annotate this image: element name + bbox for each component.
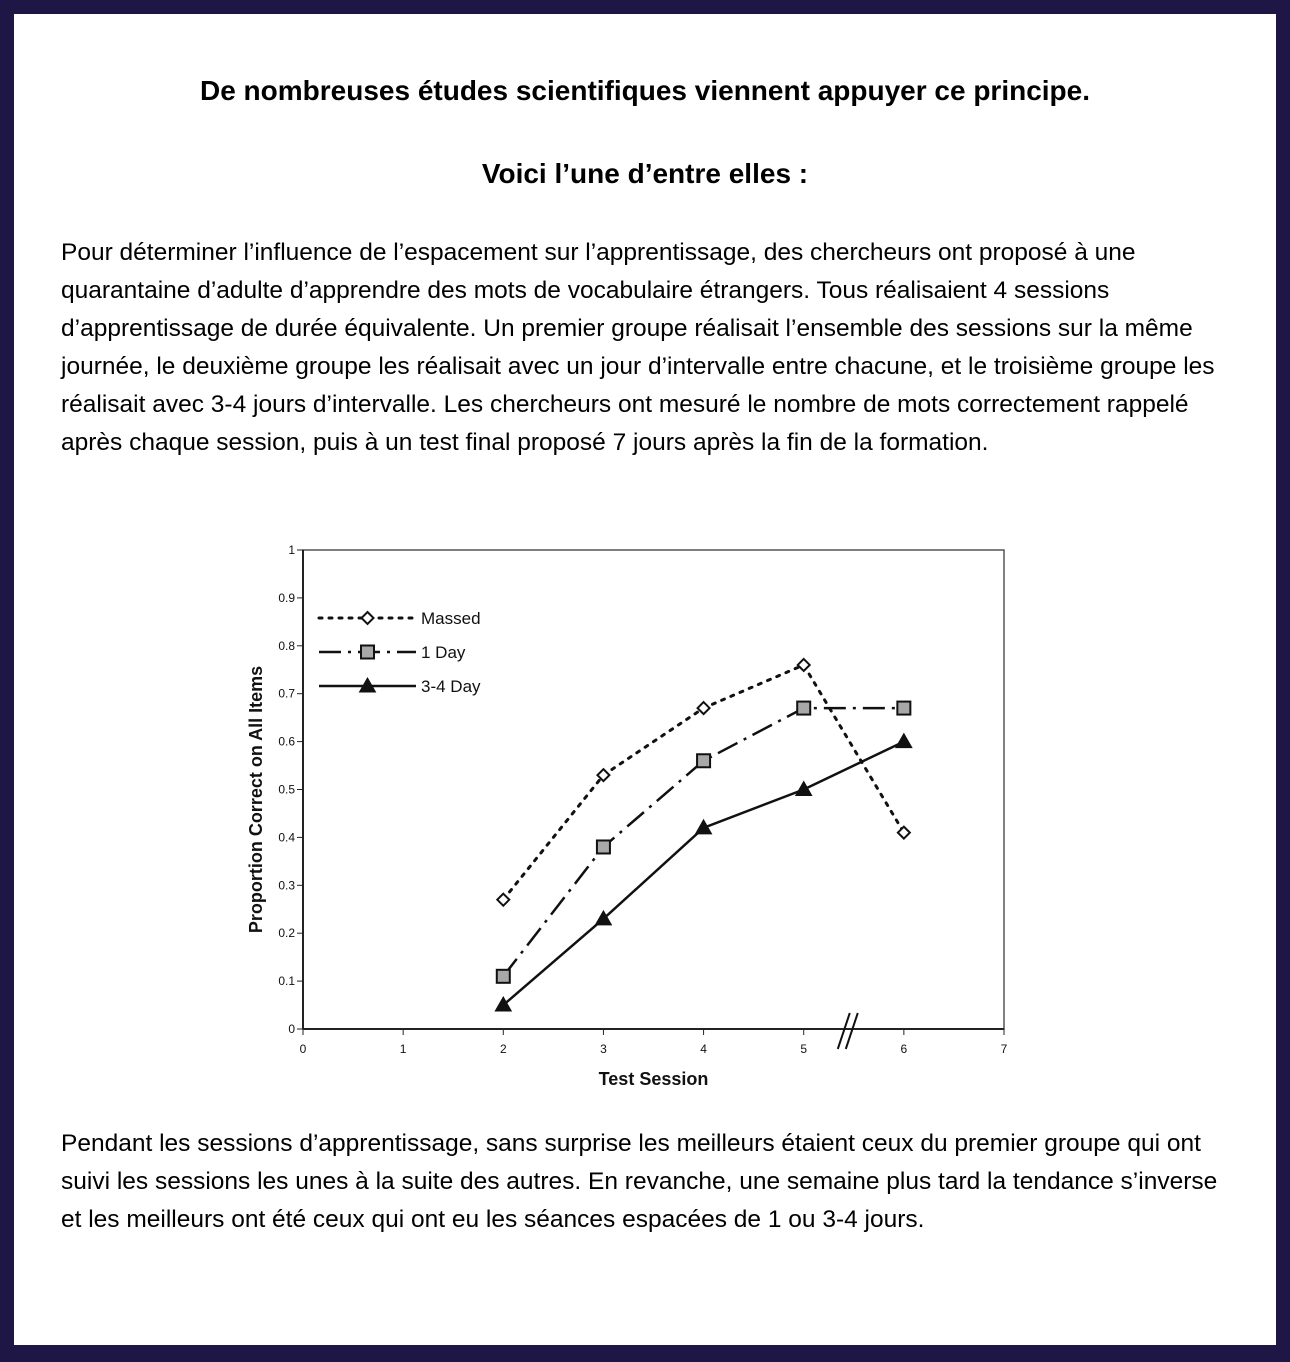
x-tick-label: 0 — [299, 1042, 307, 1056]
y-tick-label: 0.7 — [278, 686, 295, 701]
legend-marker — [361, 646, 374, 659]
document-page — [14, 14, 1276, 1345]
heading-main: De nombreuses études scientifiques viennent appuyer ce principe. — [199, 75, 1091, 106]
legend-marker — [362, 612, 374, 624]
data-point-series-2 — [597, 840, 610, 853]
data-point-series-1 — [497, 894, 509, 906]
data-point-series-3 — [796, 782, 812, 796]
x-tick-label: 4 — [700, 1042, 707, 1056]
x-axis-title: Test Session — [598, 1069, 709, 1089]
y-tick-label: 0.5 — [278, 782, 295, 797]
legend-label: Massed — [421, 609, 481, 628]
series-line-2 — [503, 708, 904, 976]
y-tick-label: 0 — [288, 1022, 295, 1036]
plot-area-frame — [303, 550, 1004, 1029]
data-point-series-2 — [897, 702, 910, 715]
x-tick-label: 2 — [499, 1042, 507, 1056]
x-tick-label: 1 — [399, 1042, 407, 1056]
paragraph-study-description: Pour déterminer l’influence de l’espacement sur l’apprentissage, des chercheurs ont proposé à une quarantaine d’adulte d’apprendre des mots de vocabulaire étrangers. Tous réalisaient 4 sessions d’apprentissage de durée équivalente. Un premier groupe réalisait l’ensemble des sessions sur la même journée, le deuxième groupe les réalisait avec un jour d’intervalle entre chacune, et le troisième groupe les réalisait avec 3-4 jours d’intervalle. Les chercheurs ont mesuré le nombre de mots correctement rappelé après chaque session, puis à un test final proposé 7 jours après la fin de la formation. — [61, 239, 1215, 456]
data-point-series-1 — [898, 827, 910, 839]
x-tick-label: 3 — [600, 1042, 607, 1056]
data-point-series-1 — [698, 702, 710, 714]
y-axis-title: Proportion Correct on All Items — [246, 665, 266, 934]
legend-label: 3-4 Day — [421, 677, 481, 696]
data-point-series-2 — [497, 970, 510, 983]
series-line-3 — [503, 742, 904, 1005]
y-tick-label: 0.2 — [278, 926, 295, 941]
x-tick-label: 7 — [1000, 1042, 1008, 1056]
data-point-series-2 — [797, 702, 810, 715]
y-tick-label: 0.1 — [278, 974, 295, 989]
data-point-series-2 — [697, 754, 710, 767]
data-point-series-1 — [798, 659, 810, 671]
y-tick-label: 0.6 — [278, 734, 295, 749]
legend-label: 1 Day — [421, 643, 466, 662]
y-tick-label: 0.8 — [278, 638, 295, 653]
x-tick-label: 5 — [800, 1042, 808, 1056]
heading-secondary: Voici l’une d’entre elles : — [481, 158, 809, 189]
series-line-1 — [503, 665, 904, 900]
y-tick-label: 0.3 — [278, 878, 295, 893]
y-tick-label: 0.9 — [278, 590, 295, 605]
data-point-series-3 — [896, 734, 912, 748]
paragraph-conclusion: Pendant les sessions d’apprentissage, sans surprise les meilleurs étaient ceux du premier groupe qui ont suivi les sessions les unes à la suite des autres. En revanche, une semaine plus tard la tendance s’inverse et les meilleurs ont été ceux qui ont eu les séances espacées de 1 ou 3-4 jours. — [61, 1130, 1218, 1233]
x-tick-label: 6 — [900, 1042, 908, 1056]
y-tick-label: 1 — [288, 543, 295, 557]
y-tick-label: 0.4 — [278, 830, 295, 845]
